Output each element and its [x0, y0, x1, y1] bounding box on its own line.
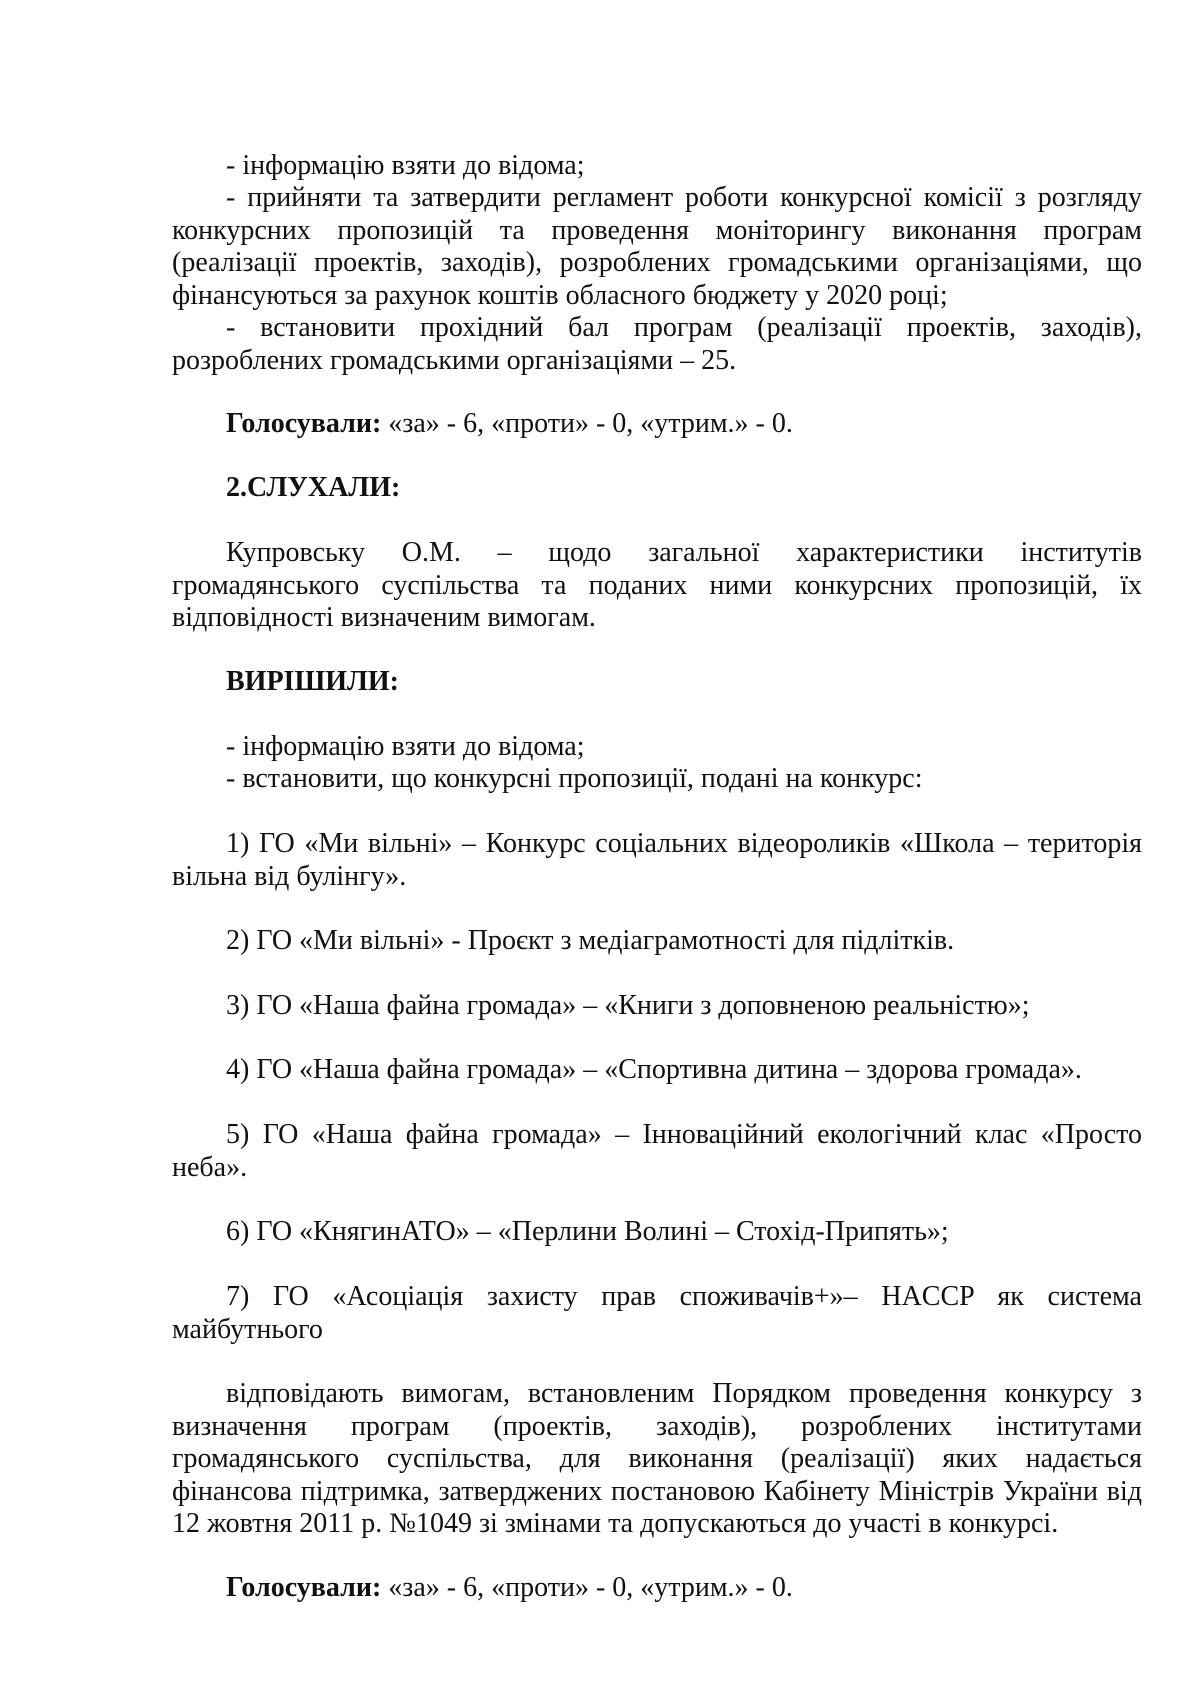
decision1-item2: - прийняти та затвердити регламент роботи конкурсної комісії з розгляду конкурсних пропозицій та проведення моніторингу виконання програм (реалізації проектів, заходів), розроблених громадськими організаціями, що фінансуються за рахунок коштів обласного бюджету у 2020 році;	[172, 182, 1142, 311]
decision1-item1: - інформацію взяти до відома;	[226, 150, 585, 181]
vote1-label: Голосували:	[226, 408, 382, 439]
proposal-1: 1) ГО «Ми вільні» – Конкурс соціальних відеороликів «Школа – територія вільна від булінгу».	[172, 828, 1142, 892]
proposal-4: 4) ГО «Наша файна громада» – «Спортивна дитина – здорова громада».	[226, 1054, 1082, 1085]
section2-item1: - інформацію взяти до відома;	[226, 731, 585, 762]
proposal-3: 3) ГО «Наша файна громада» – «Книги з доповненою реальністю»;	[226, 990, 1030, 1021]
heard-text: Купровську О.М. – щодо загальної характеристики інститутів громадянського суспільства та поданих ними конкурсних пропозицій, їх відповідності визначеним вимогам.	[172, 537, 1142, 633]
decision1-item3: - встановити прохідний бал програм (реалізації проектів, заходів), розроблених громадськими організаціями – 25.	[172, 312, 1142, 376]
vote2-text: «за» - 6, «проти» - 0, «утрим.» - 0.	[381, 1572, 793, 1603]
decided-heading: ВИРІШИЛИ:	[226, 666, 399, 697]
conclusion-text: відповідають вимогам, встановленим Порядком проведення конкурсу з визначення програм (проектів, заходів), розроблених інститутами громадянського суспільства, для виконання (реалізації) яких надається фінансова підтримка, затверджених постановою Кабінету Міністрів України від 12 жовтня 2011 р. №1049 зі змінами та допускаються до участі в конкурсі.	[172, 1378, 1142, 1539]
vote2-line	[172, 1572, 1142, 1605]
proposal-6: 6) ГО «КнягинАТО» – «Перлини Волині – Стохід-Припять»;	[226, 1216, 949, 1247]
vote2-label: Голосували:	[226, 1572, 382, 1603]
proposal-5: 5) ГО «Наша файна громада» – Інноваційний екологічний клас «Просто неба».	[172, 1119, 1142, 1183]
proposal-7: 7) ГО «Асоціація захисту прав споживачів+»– HACCP як система майбутнього	[172, 1281, 1142, 1345]
section2-item2: - встановити, що конкурсні пропозиції, подані на конкурс:	[226, 763, 923, 794]
vote1-line	[172, 408, 1142, 441]
proposal-2: 2) ГО «Ми вільні» - Проєкт з медіаграмотності для підлітків.	[226, 925, 955, 956]
heard-heading: 2.СЛУХАЛИ:	[226, 472, 401, 503]
vote1-text: «за» - 6, «проти» - 0, «утрим.» - 0.	[381, 408, 793, 439]
